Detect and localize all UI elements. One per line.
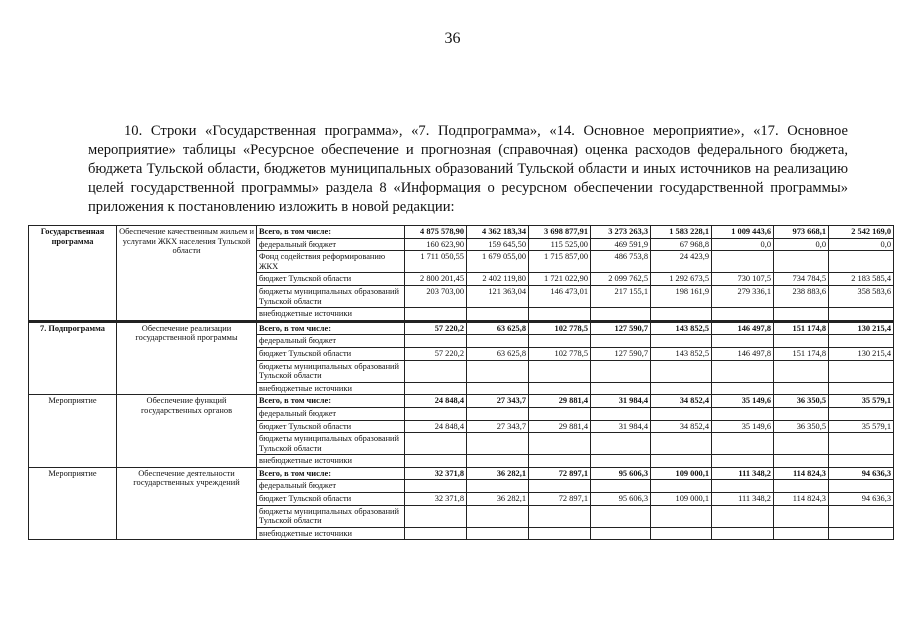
funding-source-label: федеральный бюджет <box>257 238 405 251</box>
amount-cell <box>829 335 894 348</box>
amount-cell: 146 497,8 <box>712 321 774 335</box>
amount-cell: 114 824,3 <box>774 493 829 506</box>
amount-cell <box>774 308 829 322</box>
amount-cell: 151 174,8 <box>774 347 829 360</box>
program-name-cell: Обеспечение качественным жильем и услугами ЖКХ населения Тульской области <box>117 226 257 322</box>
amount-cell <box>774 407 829 420</box>
amount-cell <box>405 382 467 395</box>
amount-cell: 4 362 183,34 <box>467 226 529 239</box>
amount-cell <box>829 407 894 420</box>
funding-source-label: бюджеты муниципальных образований Тульской области <box>257 285 405 307</box>
amount-cell <box>774 505 829 527</box>
funding-source-label: Всего, в том числе: <box>257 226 405 239</box>
amount-cell: 34 852,4 <box>651 395 712 408</box>
amount-cell: 115 525,00 <box>529 238 591 251</box>
amount-cell <box>712 382 774 395</box>
funding-source-label: Фонд содействия реформированию ЖКХ <box>257 251 405 273</box>
program-level-cell: Государственная программа <box>29 226 117 322</box>
amount-cell <box>467 433 529 455</box>
amount-cell: 29 881,4 <box>529 420 591 433</box>
amount-cell <box>774 382 829 395</box>
amount-cell: 143 852,5 <box>651 321 712 335</box>
funding-source-label: бюджеты муниципальных образований Тульской области <box>257 360 405 382</box>
amount-cell <box>712 505 774 527</box>
funding-source-label: бюджет Тульской области <box>257 273 405 286</box>
funding-source-label: Всего, в том числе: <box>257 467 405 480</box>
amount-cell: 2 402 119,80 <box>467 273 529 286</box>
amount-cell: 111 348,2 <box>712 467 774 480</box>
amount-cell: 130 215,4 <box>829 321 894 335</box>
table-row <box>29 395 894 408</box>
amount-cell <box>405 527 467 540</box>
amount-cell: 67 968,8 <box>651 238 712 251</box>
amount-cell: 146 497,8 <box>712 347 774 360</box>
funding-source-label: внебюджетные источники <box>257 382 405 395</box>
funding-source-label: федеральный бюджет <box>257 480 405 493</box>
amount-cell <box>591 455 651 468</box>
amount-cell <box>651 455 712 468</box>
amount-cell <box>467 505 529 527</box>
amount-cell: 31 984,4 <box>591 395 651 408</box>
amount-cell <box>829 505 894 527</box>
amount-cell: 1 715 857,00 <box>529 251 591 273</box>
amount-cell <box>829 527 894 540</box>
amount-cell: 24 848,4 <box>405 395 467 408</box>
page-number: 36 <box>444 30 461 47</box>
amount-cell: 151 174,8 <box>774 321 829 335</box>
amount-cell: 24 848,4 <box>405 420 467 433</box>
amount-cell: 95 606,3 <box>591 467 651 480</box>
program-level-cell: 7. Подпрограмма <box>29 321 117 395</box>
amount-cell: 31 984,4 <box>591 420 651 433</box>
amount-cell: 730 107,5 <box>712 273 774 286</box>
amount-cell: 36 350,5 <box>774 420 829 433</box>
amount-cell <box>712 251 774 273</box>
amount-cell <box>467 480 529 493</box>
amount-cell <box>405 360 467 382</box>
funding-source-label: бюджет Тульской области <box>257 493 405 506</box>
amount-cell <box>405 433 467 455</box>
amount-cell: 130 215,4 <box>829 347 894 360</box>
amount-cell: 29 881,4 <box>529 395 591 408</box>
amount-cell: 94 636,3 <box>829 493 894 506</box>
amount-cell: 72 897,1 <box>529 467 591 480</box>
amount-cell <box>591 360 651 382</box>
amount-cell: 973 668,1 <box>774 226 829 239</box>
program-name-cell: Обеспечение реализации государственной программы <box>117 321 257 395</box>
table-row <box>29 467 894 480</box>
amount-cell <box>405 335 467 348</box>
amount-cell <box>774 480 829 493</box>
amount-cell: 1 292 673,5 <box>651 273 712 286</box>
amount-cell: 198 161,9 <box>651 285 712 307</box>
amount-cell: 127 590,7 <box>591 321 651 335</box>
amount-cell <box>529 505 591 527</box>
amount-cell: 72 897,1 <box>529 493 591 506</box>
amount-cell <box>591 480 651 493</box>
amount-cell <box>529 455 591 468</box>
program-level-cell: Мероприятие <box>29 395 117 468</box>
amount-cell <box>774 455 829 468</box>
amount-cell: 35 149,6 <box>712 420 774 433</box>
amount-cell: 57 220,2 <box>405 321 467 335</box>
funding-source-label: бюджеты муниципальных образований Тульской области <box>257 433 405 455</box>
amount-cell: 143 852,5 <box>651 347 712 360</box>
funding-source-label: бюджет Тульской области <box>257 420 405 433</box>
amount-cell: 217 155,1 <box>591 285 651 307</box>
amount-cell: 63 625,8 <box>467 347 529 360</box>
amount-cell: 279 336,1 <box>712 285 774 307</box>
amount-cell <box>651 527 712 540</box>
amount-cell <box>467 308 529 322</box>
amount-cell: 114 824,3 <box>774 467 829 480</box>
amount-cell <box>591 527 651 540</box>
funding-source-label: Всего, в том числе: <box>257 395 405 408</box>
amount-cell: 0,0 <box>712 238 774 251</box>
amount-cell <box>529 480 591 493</box>
amount-cell: 1 009 443,6 <box>712 226 774 239</box>
amount-cell: 102 778,5 <box>529 321 591 335</box>
amount-cell <box>467 360 529 382</box>
amount-cell <box>467 407 529 420</box>
amount-cell <box>651 382 712 395</box>
amount-cell <box>529 360 591 382</box>
amount-cell <box>829 308 894 322</box>
amount-cell <box>651 433 712 455</box>
amount-cell: 2 800 201,45 <box>405 273 467 286</box>
amount-cell <box>467 527 529 540</box>
amount-cell: 0,0 <box>774 238 829 251</box>
amount-cell: 358 583,6 <box>829 285 894 307</box>
amount-cell: 109 000,1 <box>651 493 712 506</box>
amount-cell: 146 473,01 <box>529 285 591 307</box>
amount-cell: 109 000,1 <box>651 467 712 480</box>
amount-cell <box>405 480 467 493</box>
amount-cell <box>712 455 774 468</box>
amount-cell <box>529 433 591 455</box>
amount-cell <box>651 505 712 527</box>
amount-cell <box>405 505 467 527</box>
amount-cell <box>591 382 651 395</box>
program-name-cell: Обеспечение функций государственных органов <box>117 395 257 468</box>
amount-cell <box>467 382 529 395</box>
amount-cell <box>467 335 529 348</box>
amount-cell: 94 636,3 <box>829 467 894 480</box>
amount-cell <box>774 433 829 455</box>
amount-cell: 2 099 762,5 <box>591 273 651 286</box>
amount-cell: 36 350,5 <box>774 395 829 408</box>
amount-cell: 111 348,2 <box>712 493 774 506</box>
amount-cell <box>591 308 651 322</box>
amount-cell <box>591 433 651 455</box>
funding-source-label: внебюджетные источники <box>257 527 405 540</box>
amount-cell: 102 778,5 <box>529 347 591 360</box>
amount-cell: 1 679 055,00 <box>467 251 529 273</box>
amount-cell <box>467 455 529 468</box>
amount-cell: 32 371,8 <box>405 467 467 480</box>
amount-cell <box>591 505 651 527</box>
amount-cell <box>712 360 774 382</box>
amount-cell: 486 753,8 <box>591 251 651 273</box>
funding-source-label: федеральный бюджет <box>257 335 405 348</box>
amount-cell: 32 371,8 <box>405 493 467 506</box>
amount-cell: 57 220,2 <box>405 347 467 360</box>
amount-cell <box>651 360 712 382</box>
amount-cell <box>712 335 774 348</box>
amount-cell: 159 645,50 <box>467 238 529 251</box>
table-row <box>29 321 894 335</box>
amount-cell <box>712 433 774 455</box>
amount-cell <box>774 360 829 382</box>
amount-cell <box>774 251 829 273</box>
amount-cell <box>529 335 591 348</box>
amount-cell <box>829 433 894 455</box>
amount-cell <box>529 527 591 540</box>
amount-cell: 36 282,1 <box>467 493 529 506</box>
amount-cell <box>712 308 774 322</box>
funding-source-label: федеральный бюджет <box>257 407 405 420</box>
amount-cell: 734 784,5 <box>774 273 829 286</box>
funding-source-label: бюджеты муниципальных образований Тульской области <box>257 505 405 527</box>
table-row <box>29 226 894 239</box>
amount-cell <box>829 455 894 468</box>
amount-cell: 24 423,9 <box>651 251 712 273</box>
intro-paragraph: 10. Строки «Государственная программа», «7. Подпрограмма», «14. Основное мероприятие», «17. Основное мероприятие» таблицы «Ресурсное обеспечение и прогнозная (справочная) оценка расходов федерального бюджета, бюджета Тульской области, бюджетов муниципальных образований Тульской области и иных источников на реализацию целей государственной программы» раздела 8 «Информация о ресурсном обеспечении государственной программы» приложения к постановлению изложить в новой редакции: <box>88 122 848 215</box>
amount-cell <box>651 335 712 348</box>
amount-cell <box>651 308 712 322</box>
amount-cell: 0,0 <box>829 238 894 251</box>
amount-cell <box>712 480 774 493</box>
amount-cell: 27 343,7 <box>467 420 529 433</box>
amount-cell: 121 363,04 <box>467 285 529 307</box>
amount-cell <box>712 527 774 540</box>
program-name-cell: Обеспечение деятельности государственных учреждений <box>117 467 257 540</box>
amount-cell <box>529 407 591 420</box>
amount-cell <box>651 407 712 420</box>
amount-cell <box>405 455 467 468</box>
amount-cell: 95 606,3 <box>591 493 651 506</box>
program-level-cell: Мероприятие <box>29 467 117 540</box>
amount-cell: 238 883,6 <box>774 285 829 307</box>
amount-cell <box>829 382 894 395</box>
resource-table <box>28 225 894 540</box>
amount-cell: 27 343,7 <box>467 395 529 408</box>
amount-cell <box>529 382 591 395</box>
amount-cell: 3 273 263,3 <box>591 226 651 239</box>
amount-cell <box>829 251 894 273</box>
amount-cell: 1 583 228,1 <box>651 226 712 239</box>
amount-cell <box>591 335 651 348</box>
amount-cell <box>774 527 829 540</box>
amount-cell: 203 703,00 <box>405 285 467 307</box>
amount-cell <box>829 360 894 382</box>
amount-cell <box>774 335 829 348</box>
amount-cell: 1 711 050,55 <box>405 251 467 273</box>
amount-cell <box>651 480 712 493</box>
amount-cell <box>529 308 591 322</box>
amount-cell: 2 542 169,0 <box>829 226 894 239</box>
amount-cell: 36 282,1 <box>467 467 529 480</box>
amount-cell: 2 183 585,4 <box>829 273 894 286</box>
amount-cell: 4 875 578,90 <box>405 226 467 239</box>
amount-cell <box>712 407 774 420</box>
amount-cell: 63 625,8 <box>467 321 529 335</box>
amount-cell: 35 149,6 <box>712 395 774 408</box>
amount-cell <box>405 407 467 420</box>
amount-cell <box>405 308 467 322</box>
amount-cell: 1 721 022,90 <box>529 273 591 286</box>
amount-cell: 35 579,1 <box>829 395 894 408</box>
funding-source-label: Всего, в том числе: <box>257 321 405 335</box>
amount-cell: 34 852,4 <box>651 420 712 433</box>
funding-source-label: бюджет Тульской области <box>257 347 405 360</box>
amount-cell: 35 579,1 <box>829 420 894 433</box>
amount-cell: 469 591,9 <box>591 238 651 251</box>
amount-cell: 3 698 877,91 <box>529 226 591 239</box>
funding-source-label: внебюджетные источники <box>257 308 405 322</box>
funding-source-label: внебюджетные источники <box>257 455 405 468</box>
amount-cell: 160 623,90 <box>405 238 467 251</box>
amount-cell <box>591 407 651 420</box>
amount-cell <box>829 480 894 493</box>
amount-cell: 127 590,7 <box>591 347 651 360</box>
